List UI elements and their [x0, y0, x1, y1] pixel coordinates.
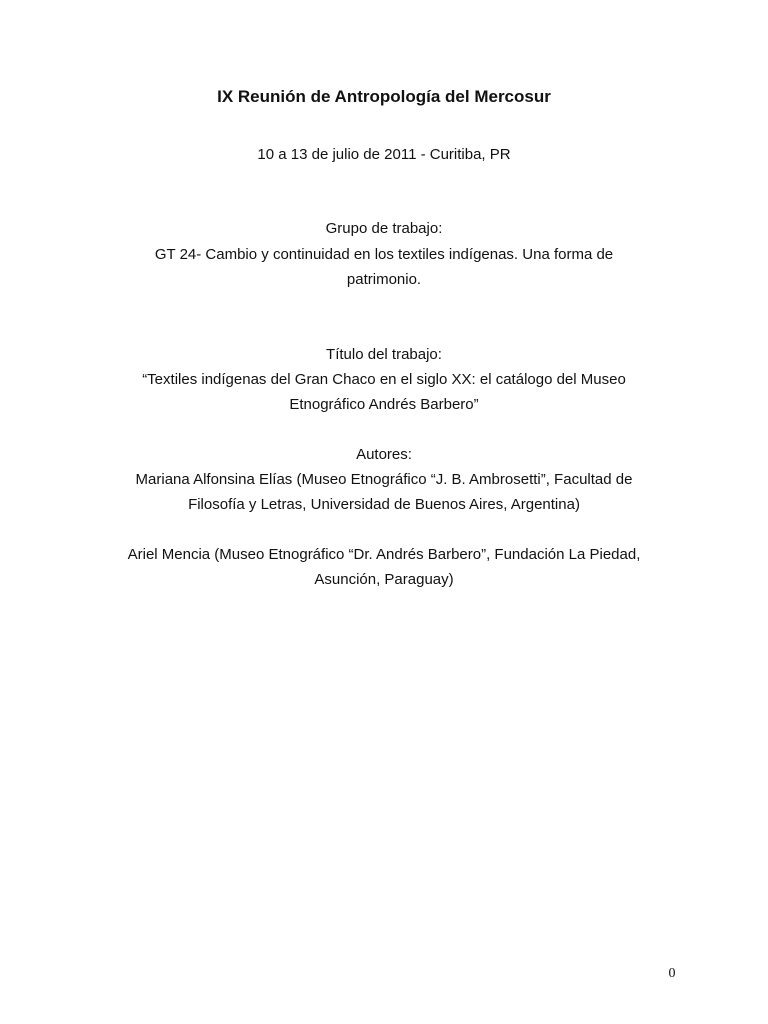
working-group-name-line-1: GT 24- Cambio y continuidad en los textiles indígenas. Una forma de — [154, 246, 614, 263]
paper-title-line-1: “Textiles indígenas del Gran Chaco en el siglo XX: el catálogo del Museo — [142, 371, 626, 388]
author-1-line-2: Filosofía y Letras, Universidad de Buenos Aires, Argentina) — [188, 496, 580, 513]
author-1-line-1: Mariana Alfonsina Elías (Museo Etnográfico “J. B. Ambrosetti”, Facultad de — [135, 471, 633, 488]
working-group-label: Grupo de trabajo: — [325, 220, 443, 237]
page-number: 0 — [668, 966, 676, 981]
author-2-line-2: Asunción, Paraguay) — [314, 571, 454, 588]
event-date-location: 10 a 13 de julio de 2011 - Curitiba, PR — [257, 146, 511, 163]
conference-title: IX Reunión de Antropología del Mercosur — [217, 87, 551, 106]
authors-label: Autores: — [356, 446, 412, 463]
working-group-name-line-2: patrimonio. — [346, 271, 422, 288]
author-2-line-1: Ariel Mencia (Museo Etnográfico “Dr. Andrés Barbero”, Fundación La Piedad, — [127, 546, 641, 563]
paper-title-line-2: Etnográfico Andrés Barbero” — [289, 396, 479, 413]
paper-title-label: Título del trabajo: — [326, 346, 442, 363]
